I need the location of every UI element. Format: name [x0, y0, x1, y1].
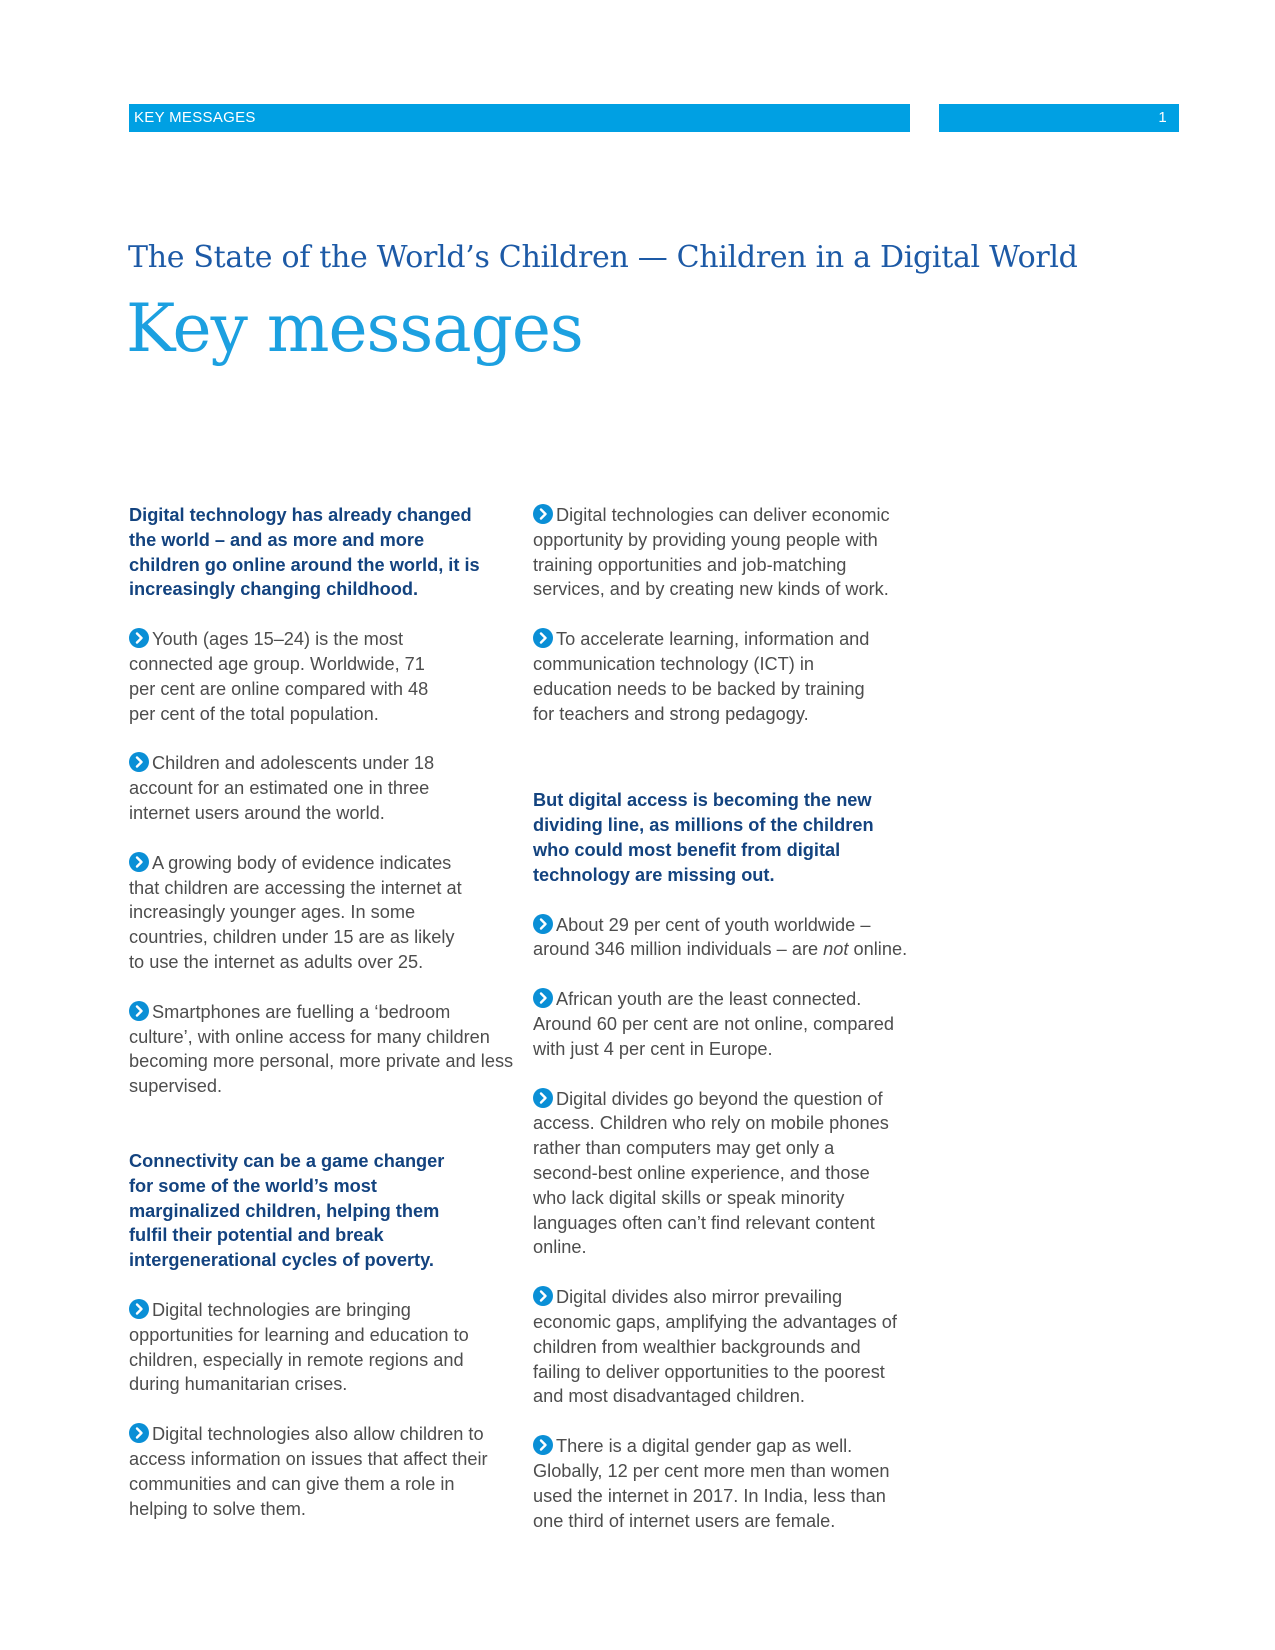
page-number-bar: [939, 104, 1179, 132]
bullet-text: African youth are the least connected. Around 60 per cent are not online, compared with just 4 per cent in Europe.: [533, 989, 894, 1059]
chevron-right-circle-icon: [129, 852, 149, 872]
chevron-right-circle-icon: [129, 1001, 149, 1021]
bullet-point: [129, 1298, 494, 1397]
report-subtitle: The State of the World’s Children — Children in a Digital World: [128, 240, 1078, 275]
bullet-point: [129, 1422, 494, 1521]
bullet-point: [533, 627, 888, 726]
bullet-point: [533, 1434, 913, 1533]
chevron-right-circle-icon: [129, 1299, 149, 1319]
bullet-point: [533, 1087, 898, 1261]
bullet-point: [129, 1000, 514, 1099]
bullet-text: Digital technologies also allow children to access information on issues that affect their communities and can give them a role in helping to solve them.: [129, 1424, 488, 1519]
bullet-text: Digital divides go beyond the question of access. Children who rely on mobile phones rather than computers may get only a second-best online experience, and those who lack digital skills or speak minority languages often can’t find relevant content online.: [533, 1088, 889, 1258]
page-number: 1: [1158, 109, 1167, 126]
bullet-point: [533, 1285, 903, 1409]
bullet-text: A growing body of evidence indicates that children are accessing the internet at increasingly younger ages. In some countries, children under 15 are as likely to use the internet as adults over 25.: [129, 852, 462, 972]
chevron-right-circle-icon: [129, 1423, 149, 1443]
bullet-point: [533, 913, 918, 963]
section-header-bar: [129, 104, 910, 132]
chevron-right-circle-icon: [533, 914, 553, 934]
bullet-emphasis: not: [823, 939, 849, 960]
bullet-point: [533, 987, 913, 1061]
bullet-text: Youth (ages 15–24) is the most connected age group. Worldwide, 71 per cent are online compared with 48 per cent of the total population.: [129, 629, 429, 724]
chevron-right-circle-icon: [533, 988, 553, 1008]
bullet-point: [533, 503, 908, 602]
bullet-point: [129, 627, 444, 726]
chevron-right-circle-icon: [533, 628, 553, 648]
bullet-text: About 29 per cent of youth worldwide – around 346 million individuals – are: [533, 914, 871, 960]
lead-statement: Digital technology has already changed the world – and as more and more children go online around the world, it is increasingly changing childhood.: [129, 505, 480, 600]
section-label: KEY MESSAGES: [134, 109, 256, 126]
page-title: Key messages: [126, 290, 583, 367]
bullet-text: There is a digital gender gap as well. Globally, 12 per cent more men than women used the internet in 2017. In India, less than one third of internet users are female.: [533, 1436, 890, 1531]
right-column: [533, 503, 918, 1533]
bullet-text: Digital technologies can deliver economic opportunity by providing young people with training opportunities and job-matching services, and by creating new kinds of work.: [533, 505, 890, 600]
lead-statement: Connectivity can be a game changer for some of the world’s most marginalized children, helping them fulfil their potential and break intergenerational cycles of poverty.: [129, 1150, 445, 1271]
left-column: [129, 503, 514, 1521]
chevron-right-circle-icon: [533, 504, 553, 524]
bullet-point: [129, 851, 469, 975]
bullet-text: Smartphones are fuelling a ‘bedroom culture’, with online access for many children becoming more personal, more private and less supervised.: [129, 1001, 514, 1097]
chevron-right-circle-icon: [129, 752, 149, 772]
lead-statement: But digital access is becoming the new dividing line, as millions of the children who could most benefit from digital technology are missing out.: [533, 790, 874, 885]
bullet-text: online.: [848, 939, 908, 960]
bullet-point: [129, 751, 444, 825]
bullet-text: Digital divides also mirror prevailing economic gaps, amplifying the advantages of children from wealthier backgrounds and failing to deliver opportunities to the poorest and most disadvantaged children.: [533, 1287, 897, 1407]
bullet-text: Children and adolescents under 18 account for an estimated one in three internet users around the world.: [129, 753, 435, 823]
bullet-text: Digital technologies are bringing opportunities for learning and education to children, especially in remote regions and during humanitarian crises.: [129, 1299, 469, 1395]
chevron-right-circle-icon: [533, 1088, 553, 1108]
chevron-right-circle-icon: [129, 628, 149, 648]
chevron-right-circle-icon: [533, 1286, 553, 1306]
chevron-right-circle-icon: [533, 1435, 553, 1455]
bullet-text: To accelerate learning, information and communication technology (ICT) in education needs to be backed by training for teachers and strong pedagogy.: [533, 629, 870, 724]
